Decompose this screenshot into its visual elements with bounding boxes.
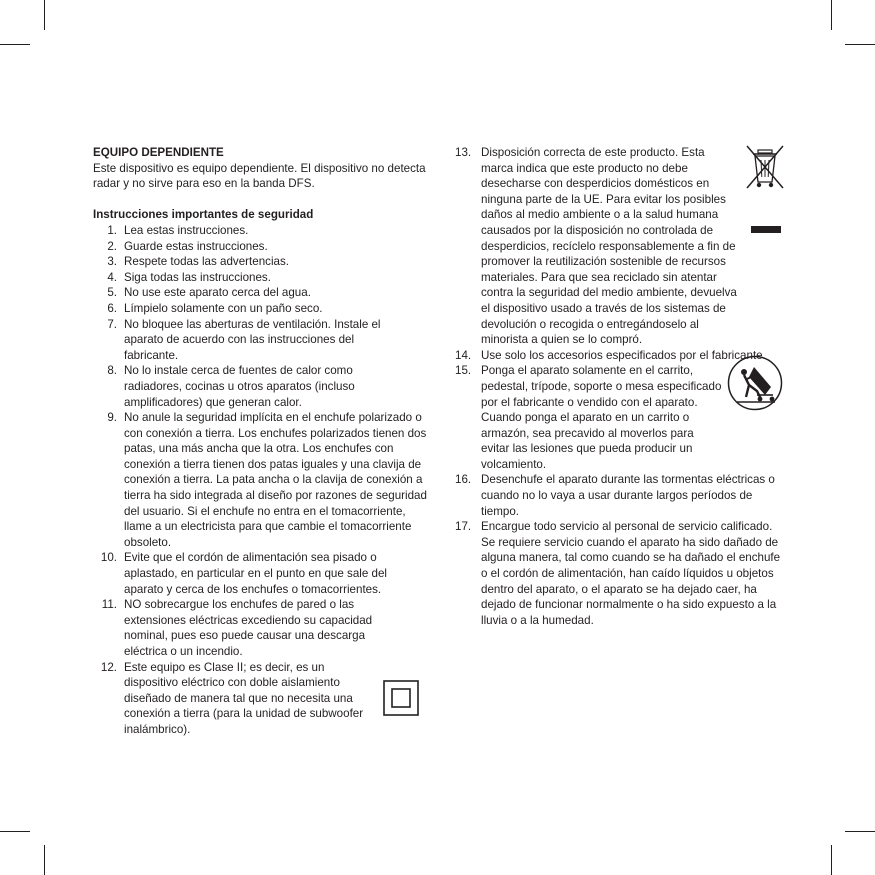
list-item (93, 239, 428, 255)
list-item-text: No lo instale cerca de fuentes de calor como radiadores, cocinas u otros aparatos (incluso amplificadores) que generan calor. (124, 364, 355, 409)
list-item-text: Encargue todo servicio al personal de servicio calificado. Se requiere servicio cuando el aparato ha sido dañado de alguna manera, tal como cuando se ha dañado el enchufe o el cordón de alimentación, han caído líquidos u objetos dentro del aparato, o el aparato se ha dejado caer, ha dejado de funcionar normalmente o ha sido expuesto a la lluvia o a la humedad. (481, 520, 781, 627)
list-item-text: Use solo los accesorios especificados por el fabricante. (481, 348, 766, 362)
crop-mark-top-left-horizontal (0, 44, 30, 45)
list-item (455, 472, 785, 519)
class-ii-double-square-icon (383, 680, 419, 716)
list-item (93, 317, 428, 364)
list-item-text: Ponga el aparato solamente en el carrito, pedestal, trípode, soporte o mesa especificado por el fabricante o vendido con el aparato. Cuando ponga el aparato en un carrito o armazón, sea precavido al moverlos para evitar las lesiones que pueda producir un volcamiento. (481, 364, 722, 471)
list-item-number: 8. (107, 364, 117, 378)
list-item-text: Siga todas las instrucciones. (124, 270, 271, 284)
list-item-number: 10. (100, 551, 117, 565)
safety-list-left (93, 223, 428, 738)
list-item-text: Este equipo es Clase II; es decir, es un dispositivo eléctrico con doble aislamiento diseñado de manera tal que no necesita una conexión a tierra (para la unidad de subwoofer inalámbrico). (124, 660, 364, 736)
list-item (93, 254, 428, 270)
list-item-text: No bloquee las aberturas de ventilación. Instale el aparato de acuerdo con las instrucciones del fabricante. (124, 317, 381, 362)
list-item (93, 597, 428, 659)
list-item-text: Guarde estas instrucciones. (124, 239, 268, 253)
list-item-number: 14. (455, 348, 472, 362)
list-item-text: Disposición correcta de este producto. Esta marca indica que este producto no debe desecharse con desperdicios domésticos en ninguna parte de la UE. Para evitar los posibles daños al medio ambiente o a la salud humana causados por la disposición no controlada de desperdicios, recíclelo responsablemente a fin de promover la reutilización sostenible de recursos materiales. Para que sea reciclado sin atentar contra la seguridad del medio ambiente, devuelva el dispositivo usado a través de los sistemas de devolución o recogida o entregándoselo al minorista a quien se lo compró. (481, 146, 737, 347)
list-item-number: 13. (455, 146, 472, 159)
list-item-number: 16. (455, 473, 472, 487)
list-item-text: No use este aparato cerca del agua. (124, 286, 311, 300)
list-item-number: 17. (455, 520, 472, 534)
list-item-number: 15. (455, 364, 472, 378)
list-item-number: 5. (107, 286, 117, 300)
list-item-number: 1. (107, 223, 117, 237)
list-item (93, 410, 428, 550)
left-column (93, 145, 428, 738)
list-item-text: No anule la seguridad implícita en el enchufe polarizado o con conexión a tierra. Los enchufes polarizados tienen dos patas, una más ancha que la otra. Los enchufes con conexión a tierra tienen dos patas iguales y una clavija de conexión a tierra. La pata ancha o la clavija de conexión a tierra ha sido integrada al diseño por razones de seguridad del usuario. Si el enchufe no entra en el tomacorriente, llame a un electricista para que cambie el tomacorriente obsoleto. (124, 411, 427, 549)
crop-mark-top-right-horizontal (845, 44, 875, 45)
list-item-number: 12. (100, 660, 117, 674)
list-item (93, 285, 428, 301)
list-item-number: 7. (107, 317, 117, 331)
list-item-text: Respete todas las advertencias. (124, 255, 289, 269)
list-item-number: 11. (101, 598, 117, 612)
list-item (455, 145, 785, 348)
crop-mark-bottom-left-vertical (44, 845, 45, 875)
list-item (93, 223, 428, 239)
list-item (93, 301, 428, 317)
list-item-text: Límpielo solamente con un paño seco. (124, 301, 323, 315)
list-item-number: 6. (107, 301, 117, 315)
dependent-equipment-text: Este dispositivo es equipo dependiente. El dispositivo no detecta radar y no sirve para eso en la banda DFS. (93, 161, 426, 191)
section-title-safety-instructions: Instrucciones importantes de seguridad (93, 208, 314, 222)
list-item (455, 519, 785, 628)
list-item-number: 3. (107, 255, 117, 269)
list-item-number: 9. (107, 411, 117, 425)
list-item (93, 363, 428, 410)
crop-mark-top-left-vertical (44, 0, 45, 30)
list-item-text: Desenchufe el aparato durante las tormentas eléctricas o cuando no lo vaya a usar durante largos períodos de tiempo. (481, 473, 775, 518)
crop-mark-bottom-right-vertical (831, 845, 832, 875)
section-title-dependent-equipment: EQUIPO DEPENDIENTE (93, 146, 224, 159)
list-item-number: 4. (107, 270, 117, 284)
list-item-number: 2. (107, 239, 117, 253)
list-item-text: Lea estas instrucciones. (124, 223, 249, 237)
list-item (93, 270, 428, 286)
list-item-text: NO sobrecargue los enchufes de pared o las extensiones eléctricas excediendo su capacidad nominal, pues eso puede causar una descarga eléctrica o un incendio. (124, 598, 373, 658)
list-item-text: Evite que el cordón de alimentación sea pisado o aplastado, en particular en el punto en que sale del aparato y cerca de los enchufes o tomacorrientes. (124, 551, 387, 596)
list-item (93, 550, 428, 597)
crossed-out-wheelie-bin-icon (745, 144, 785, 236)
crop-mark-bottom-left-horizontal (0, 831, 30, 832)
cart-tip-over-warning-icon (727, 355, 783, 411)
crop-mark-bottom-right-horizontal (845, 831, 875, 832)
list-item (93, 660, 428, 738)
crop-mark-top-right-vertical (831, 0, 832, 30)
